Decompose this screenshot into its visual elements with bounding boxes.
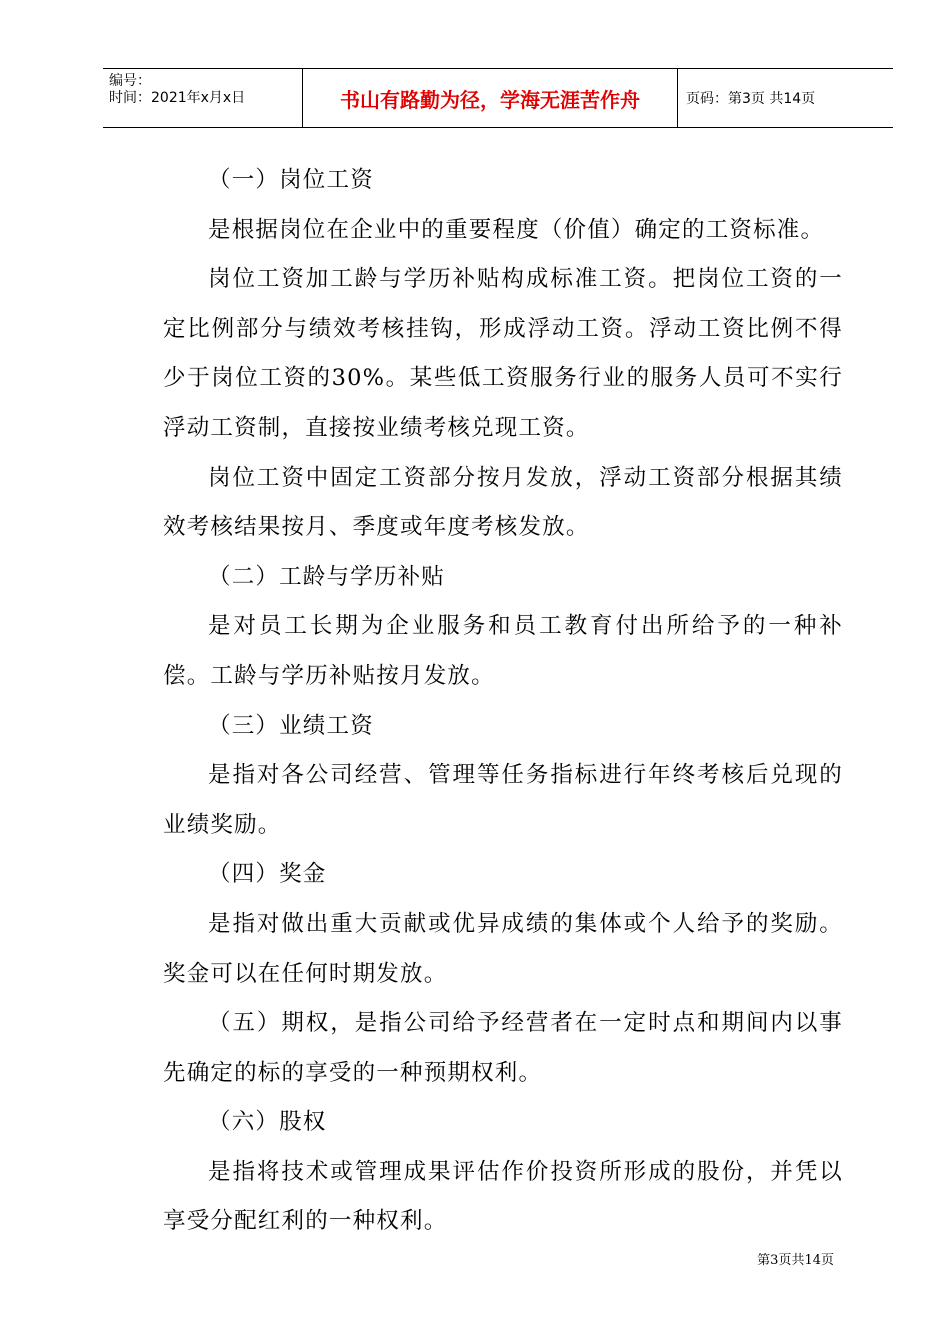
paragraph: 岗位工资加工龄与学历补贴构成标准工资。把岗位工资的一定比例部分与绩效考核挂钩，形成浮动工资。浮动工资比例不得少于岗位工资的30%。某些低工资服务行业的服务人员可不实行浮动工资制，直接按业绩考核兑现工资。 bbox=[163, 266, 843, 441]
paragraph: 是根据岗位在企业中的重要程度（价值）确定的工资标准。 bbox=[208, 216, 825, 243]
paragraph: 是指将技术或管理成果评估作价投资所形成的股份，并凭以享受分配红利的一种权利。 bbox=[163, 1158, 843, 1235]
header-page-number: 页码：第3页 共14页 bbox=[686, 91, 816, 107]
paragraph: 是指对各公司经营、管理等任务指标进行年终考核后兑现的业绩奖励。 bbox=[163, 762, 843, 838]
section-heading: （三）业绩工资 bbox=[208, 712, 374, 739]
header-meta bbox=[103, 69, 303, 127]
serial-number-label: 编号： bbox=[109, 73, 151, 89]
date-label: 时间：2021年x月x日 bbox=[109, 90, 246, 106]
page-footer: 第3页共14页 bbox=[757, 1253, 834, 1268]
section-heading: （六）股权 bbox=[208, 1109, 327, 1136]
page-header bbox=[103, 68, 893, 128]
section-heading: （一）岗位工资 bbox=[208, 167, 374, 193]
section-heading: （二）工龄与学历补贴 bbox=[208, 563, 446, 590]
paragraph: 岗位工资中固定工资部分按月发放，浮动工资部分根据其绩效考核结果按月、季度或年度考核发放。 bbox=[163, 464, 843, 541]
document-body bbox=[163, 156, 843, 1247]
section-heading: （四）奖金 bbox=[208, 861, 327, 888]
paragraph: 是指对做出重大贡献或优异成绩的集体或个人给予的奖励。奖金可以在任何时期发放。 bbox=[163, 910, 843, 987]
paragraph: （五）期权，是指公司给予经营者在一定时点和期间内以事先确定的标的享受的一种预期权利。 bbox=[163, 1010, 843, 1086]
paragraph: 是对员工长期为企业服务和员工教育付出所给予的一种补偿。工龄与学历补贴按月发放。 bbox=[163, 613, 843, 689]
header-motto: 书山有路勤为径，学海无涯苦作舟 bbox=[303, 69, 678, 127]
